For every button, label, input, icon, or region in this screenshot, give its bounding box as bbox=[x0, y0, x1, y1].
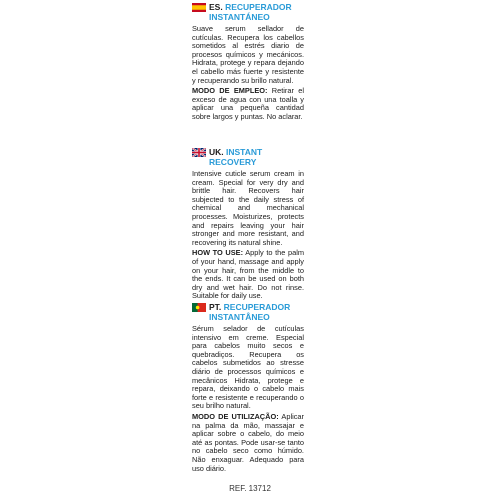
section-es-use-label: MODO DE EMPLEO: bbox=[192, 86, 268, 96]
spain-flag-icon bbox=[192, 3, 206, 12]
section-es-body: Suave serum sellador de cutículas. Recupera los cabellos sometidos al estrés diario de procesos químicos y mecánicos. Hidrata, protege y repara dejando el cabello más fuerte y resistente y recuperando su brillo natural. bbox=[192, 24, 304, 85]
uk-flag-icon bbox=[192, 148, 206, 157]
portugal-flag-icon bbox=[192, 303, 206, 312]
section-uk-use-text: Apply to the palm of your hand, massage and apply on your hair, from the middle to the ends. It can be used on both dry and wet hair. Do not rinse. Suitable for daily use. bbox=[192, 248, 304, 301]
section-pt bbox=[192, 303, 304, 475]
section-uk bbox=[192, 148, 304, 303]
section-pt-title: RECUPERADOR INSTANTÂNEO bbox=[209, 302, 291, 322]
section-uk-header bbox=[192, 148, 304, 167]
section-uk-usage bbox=[192, 249, 304, 301]
section-pt-use-label: MODO DE UTILIZAÇÃO: bbox=[192, 411, 279, 421]
section-uk-code: UK. bbox=[209, 147, 224, 157]
section-pt-use-text: Aplicar na palma da mão, massajar e aplicar sobre o cabelo, do meio até as pontas. Pode usar-se tanto no cabelo seco como húmido. Não enxaguar. Adequado para uso diário. bbox=[192, 411, 304, 473]
section-es-header bbox=[192, 3, 304, 22]
section-pt-usage bbox=[192, 413, 304, 473]
section-pt-code: PT. bbox=[209, 302, 222, 312]
product-label bbox=[188, 0, 308, 478]
section-es-usage bbox=[192, 87, 304, 121]
section-es-use-text: Retirar el exceso de agua con una toalla y aplicar una pequeña cantidad sobre largos y puntas. No aclarar. bbox=[192, 86, 304, 121]
section-pt-header bbox=[192, 303, 304, 322]
section-pt-body: Sérum selador de cutículas intensivo em creme. Especial para cabelos muito secos e quebradiços. Recupera os cabelos submetidos ao stresse diário de processos químicos e mecânicos Hidrata, protege e repara, deixando o cabelo mais forte e resistente e recuperando o seu brilho natural. bbox=[192, 324, 304, 411]
section-es-code: ES. bbox=[209, 2, 223, 12]
section-uk-body: Intensive cuticle serum cream in cream. Special for very dry and brittle hair. Recovers hair subjected to the daily stress of chemical and mechanical processes. Moisturizes, protects and repairs leaving your hair stronger and more resistant, and recovering its natural shine. bbox=[192, 169, 304, 247]
section-uk-use-label: HOW TO USE: bbox=[192, 248, 244, 258]
section-uk-title: INSTANT RECOVERY bbox=[209, 147, 263, 167]
section-es-title: RECUPERADOR INSTANTÁNEO bbox=[209, 2, 292, 22]
section-es bbox=[192, 3, 304, 124]
reference-number: REF. 13712 bbox=[229, 484, 271, 493]
